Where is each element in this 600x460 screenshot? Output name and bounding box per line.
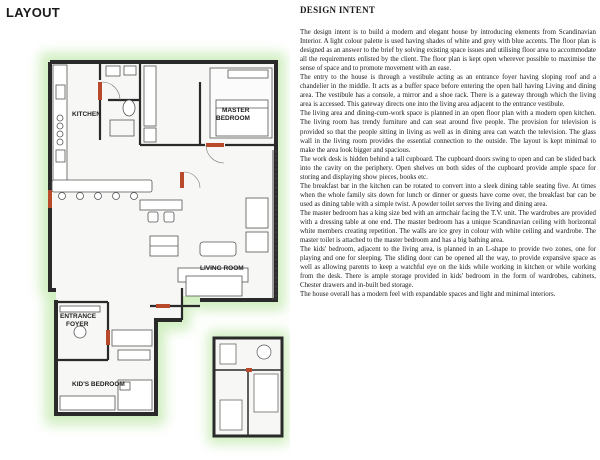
master-wardrobe [144,66,156,142]
intent-paragraph: The design intent is to build a modern and elegant house by introducing elements from Scandinavian Interior. A light colour palette is used having shades of white and grey with blue accents. The floor plan is designed as an answer to the brief by solving existing space issues and utilising floor area to accommodate all the requirements enlisted by the client. The floor plan is kept open wherever possible to maximise the sense of space and to promote movement with an ease. [300,29,596,73]
floor-plan [0,0,290,460]
design-intent-heading: DESIGN INTENT [300,5,376,15]
intent-paragraph: The living area and dining-cum-work space is planned in an open floor plan with a modern open kitchen. The living room has trendy furniture and can seat around five people. The provision for television is provided so that the people sitting in living as well as in dining area can watch the television. The glass wall in the living room provides the essential connection to the outside. The layout is kept minimal to make the area look bigger and spacious. [300,110,596,154]
intent-paragraph: The kids' bedroom, adjacent to the living area, is planned in an L-shape to provide two zones, one for playing and one for sleeping. The sliding door can be opened all the way, to provide expansive space as well as allowing parents to keep a watchful eye on the kids while working in kitchen or while working from the desk. There is ample storage provided in kids' bedroom in the form of wardrobes, cabinets, Chester drawers and in-built bed storage. [300,246,596,290]
master-bedroom-label-line2: BEDROOM [216,115,250,122]
inset-plan [214,338,282,436]
entrance-label-line2: FOYER [66,321,89,328]
living-room-label: LIVING ROOM [200,265,244,272]
intent-paragraph: The entry to the house is through a vestibule acting as an entrance foyer having sloping roof and a chandelier in the middle. It acts as a buffer space before entering the open hall having Living and dining area. The vestibule has a console, a mirror and a shoe rack. There is a gateway through which the living area is accessed. This gateway directs one into the living area adjacent to the entrance vestibule. [300,74,596,109]
kids-bedroom-label: KID'S BEDROOM [72,381,125,388]
intent-paragraph: The master bedroom has a king size bed with an armchair facing the T.V. unit. The wardrobes are provided with a dressing table at one end. The master bedroom has a unique Scandinavian ceiling with horizontal white members creating repetition. The walls are ice grey in colour with white ceiling and wardrobe. The master toilet is attached to the master bedroom and has a big bathing area. [300,209,596,245]
entrance-label-line1: ENTRANCE [60,313,97,320]
intent-paragraph: The work desk is hidden behind a tall cupboard. The cupboard doors swing to open and can be slided back into the cavity on the periphery. Open shelves on both sides of the cupboard provide ample space for storing and displaying show pieces, books etc. [300,155,596,181]
intent-paragraph: The house overall has a modern feel with expandable spaces and light and minimal interiors. [300,291,556,299]
intent-paragraph: The breakfast bar in the kitchen can be rotated to convert into a sleek dining table seating five. At times when the whole family sits down for lunch or dinner or guests have come over, the breakfast bar can be used as dining table with a simple twist. A powder toilet serves the living and dining area. [300,182,596,208]
design-intent-body [300,28,596,299]
master-bedroom-label-line1: MASTER [222,107,250,114]
kitchen-label: KITCHEN [72,111,101,118]
layout-heading: LAYOUT [6,5,61,20]
kitchen-counter [53,65,67,185]
master-bed [210,68,272,138]
